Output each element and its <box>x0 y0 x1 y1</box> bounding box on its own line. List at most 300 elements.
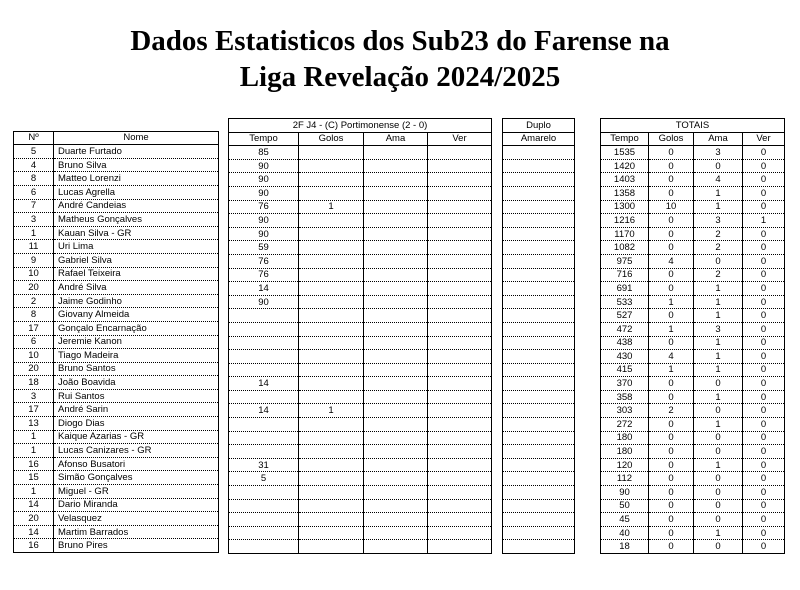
player-number: 1 <box>14 444 54 458</box>
total-golos: 0 <box>649 458 694 472</box>
total-ama: 0 <box>694 499 743 513</box>
table-row <box>601 241 785 255</box>
match-ama <box>364 282 428 296</box>
table-row <box>229 445 492 459</box>
table-row <box>601 309 785 323</box>
table-row <box>14 525 219 539</box>
table-row <box>601 322 785 336</box>
total-golos: 0 <box>649 186 694 200</box>
player-number: 1 <box>14 226 54 240</box>
player-name: Diogo Dias <box>54 417 219 431</box>
duplo-amarelo-cell <box>503 295 575 309</box>
player-number: 3 <box>14 389 54 403</box>
table-row <box>503 472 575 486</box>
total-golos: 0 <box>649 390 694 404</box>
table-row <box>601 186 785 200</box>
table-row <box>229 377 492 391</box>
match-golos <box>299 186 364 200</box>
total-ama: 0 <box>694 404 743 418</box>
total-golos: 1 <box>649 322 694 336</box>
match-ver <box>428 146 492 160</box>
total-ver: 0 <box>743 363 785 377</box>
player-name: André Sarin <box>54 403 219 417</box>
match-ama <box>364 227 428 241</box>
total-ver: 0 <box>743 268 785 282</box>
table-row <box>503 186 575 200</box>
player-name: Bruno Silva <box>54 158 219 172</box>
match-ver <box>428 526 492 540</box>
total-golos: 0 <box>649 431 694 445</box>
player-number: 18 <box>14 376 54 390</box>
table-row <box>14 213 219 227</box>
match-tempo <box>229 445 299 459</box>
player-number: 1 <box>14 430 54 444</box>
total-ama: 3 <box>694 214 743 228</box>
match-ama <box>364 445 428 459</box>
player-name: Simão Gonçalves <box>54 471 219 485</box>
match-tempo <box>229 322 299 336</box>
duplo-amarelo-cell <box>503 540 575 554</box>
table-row <box>14 417 219 431</box>
match-golos <box>299 282 364 296</box>
total-tempo: 45 <box>601 513 649 527</box>
duplo-amarelo-cell <box>503 200 575 214</box>
duplo-amarelo-cell <box>503 431 575 445</box>
col-header-match-golos: Golos <box>299 132 364 146</box>
total-ama: 1 <box>694 186 743 200</box>
total-golos: 0 <box>649 159 694 173</box>
match-golos <box>299 526 364 540</box>
total-ver: 0 <box>743 526 785 540</box>
table-row <box>14 226 219 240</box>
total-tempo: 40 <box>601 526 649 540</box>
match-tempo: 31 <box>229 458 299 472</box>
player-name: Martim Barrados <box>54 525 219 539</box>
match-ama <box>364 322 428 336</box>
table-row <box>503 146 575 160</box>
match-golos <box>299 540 364 554</box>
table-row <box>14 389 219 403</box>
match-golos <box>299 377 364 391</box>
players-name-table <box>13 118 219 553</box>
match-golos <box>299 227 364 241</box>
match-tempo <box>229 336 299 350</box>
table-row <box>14 158 219 172</box>
total-tempo: 975 <box>601 254 649 268</box>
player-number: 3 <box>14 213 54 227</box>
match-ama <box>364 513 428 527</box>
total-tempo: 358 <box>601 390 649 404</box>
total-ver: 0 <box>743 200 785 214</box>
player-name: Velasquez <box>54 512 219 526</box>
total-tempo: 370 <box>601 377 649 391</box>
total-golos: 0 <box>649 377 694 391</box>
player-name: Kaique Azarias - GR <box>54 430 219 444</box>
duplo-amarelo-cell <box>503 404 575 418</box>
match-ver <box>428 418 492 432</box>
player-number: 15 <box>14 471 54 485</box>
table-row <box>229 159 492 173</box>
match-ver <box>428 268 492 282</box>
duplo-amarelo-cell <box>503 254 575 268</box>
table-row <box>503 241 575 255</box>
table-row <box>503 214 575 228</box>
player-number: 20 <box>14 512 54 526</box>
match-ver <box>428 309 492 323</box>
match-tempo: 76 <box>229 200 299 214</box>
player-name: Giovany Almeida <box>54 308 219 322</box>
match-ama <box>364 186 428 200</box>
table-row <box>14 539 219 553</box>
duplo-amarelo-cell <box>503 186 575 200</box>
table-row <box>229 309 492 323</box>
player-number: 17 <box>14 321 54 335</box>
match-golos <box>299 336 364 350</box>
table-row <box>229 350 492 364</box>
total-ama: 2 <box>694 227 743 241</box>
table-row <box>503 200 575 214</box>
player-name: João Boavida <box>54 376 219 390</box>
match-tempo: 76 <box>229 254 299 268</box>
col-header-match-ama: Ama <box>364 132 428 146</box>
table-row <box>503 431 575 445</box>
table-row <box>14 362 219 376</box>
player-number: 1 <box>14 485 54 499</box>
table-row <box>229 540 492 554</box>
match-stats-table <box>228 118 492 554</box>
total-golos: 0 <box>649 486 694 500</box>
match-tempo <box>229 350 299 364</box>
match-golos <box>299 173 364 187</box>
table-row <box>503 513 575 527</box>
duplo-amarelo-cell <box>503 227 575 241</box>
total-ver: 0 <box>743 472 785 486</box>
total-ama: 1 <box>694 418 743 432</box>
total-ver: 0 <box>743 282 785 296</box>
page-title-line-1: Dados Estatisticos dos Sub23 do Farense na <box>130 25 670 57</box>
table-row <box>601 268 785 282</box>
total-ver: 0 <box>743 159 785 173</box>
total-ama: 0 <box>694 472 743 486</box>
match-ver <box>428 173 492 187</box>
table-row <box>503 445 575 459</box>
total-golos: 0 <box>649 241 694 255</box>
total-golos: 0 <box>649 499 694 513</box>
table-row <box>14 349 219 363</box>
table-row <box>503 404 575 418</box>
col-header-match-tempo: Tempo <box>229 132 299 146</box>
table-row <box>229 472 492 486</box>
match-body <box>229 146 492 554</box>
col-header-num: Nº <box>14 131 54 145</box>
table-row <box>229 200 492 214</box>
player-number: 20 <box>14 362 54 376</box>
table-row <box>229 363 492 377</box>
total-tempo: 112 <box>601 472 649 486</box>
player-number: 13 <box>14 417 54 431</box>
total-ver: 0 <box>743 540 785 554</box>
player-number: 16 <box>14 457 54 471</box>
table-row <box>229 282 492 296</box>
table-row <box>601 214 785 228</box>
table-row <box>601 499 785 513</box>
table-row <box>14 281 219 295</box>
table-row <box>601 200 785 214</box>
match-tempo: 90 <box>229 186 299 200</box>
match-golos <box>299 418 364 432</box>
player-number: 7 <box>14 199 54 213</box>
table-row <box>14 185 219 199</box>
duplo-amarelo-cell <box>503 486 575 500</box>
match-ver <box>428 241 492 255</box>
match-tempo <box>229 363 299 377</box>
table-row <box>229 295 492 309</box>
table-row <box>14 145 219 159</box>
duplo-amarelo-cell <box>503 309 575 323</box>
match-ver <box>428 227 492 241</box>
total-ama: 1 <box>694 295 743 309</box>
table-row <box>503 336 575 350</box>
table-row <box>229 322 492 336</box>
table-row <box>503 295 575 309</box>
table-row <box>601 350 785 364</box>
total-tempo: 1403 <box>601 173 649 187</box>
player-number: 5 <box>14 145 54 159</box>
totals-body <box>601 146 785 554</box>
total-ama: 1 <box>694 282 743 296</box>
table-row <box>601 540 785 554</box>
total-ama: 1 <box>694 363 743 377</box>
total-golos: 0 <box>649 227 694 241</box>
duplo-amarelo-cell <box>503 526 575 540</box>
table-row <box>229 526 492 540</box>
duplo-amarelo-table <box>502 118 575 554</box>
table-row <box>229 458 492 472</box>
total-golos: 10 <box>649 200 694 214</box>
match-ama <box>364 173 428 187</box>
total-golos: 1 <box>649 363 694 377</box>
table-row <box>14 430 219 444</box>
match-ama <box>364 254 428 268</box>
match-ama <box>364 499 428 513</box>
table-row <box>601 227 785 241</box>
total-tempo: 18 <box>601 540 649 554</box>
duplo-amarelo-cell <box>503 159 575 173</box>
match-golos <box>299 241 364 255</box>
table-row <box>601 418 785 432</box>
match-ver <box>428 445 492 459</box>
table-row <box>601 377 785 391</box>
player-name: Kauan Silva - GR <box>54 226 219 240</box>
table-row <box>601 295 785 309</box>
total-ama: 1 <box>694 200 743 214</box>
col-header-nome: Nome <box>54 131 219 145</box>
table-row <box>601 431 785 445</box>
total-golos: 0 <box>649 472 694 486</box>
player-name: Jeremie Kanon <box>54 335 219 349</box>
names-body <box>14 145 219 553</box>
total-tempo: 1420 <box>601 159 649 173</box>
table-row <box>229 254 492 268</box>
match-ama <box>364 159 428 173</box>
match-golos <box>299 159 364 173</box>
total-golos: 0 <box>649 336 694 350</box>
total-tempo: 50 <box>601 499 649 513</box>
table-row <box>14 376 219 390</box>
total-ama: 1 <box>694 390 743 404</box>
duplo-amarelo-cell <box>503 499 575 513</box>
total-golos: 0 <box>649 540 694 554</box>
match-ama <box>364 295 428 309</box>
total-ama: 1 <box>694 309 743 323</box>
total-ver: 0 <box>743 499 785 513</box>
table-row <box>229 390 492 404</box>
col-header-total-ama: Ama <box>694 132 743 146</box>
match-ama <box>364 214 428 228</box>
table-row <box>14 199 219 213</box>
total-tempo: 691 <box>601 282 649 296</box>
player-name: Matteo Lorenzi <box>54 172 219 186</box>
table-row <box>503 499 575 513</box>
match-golos <box>299 254 364 268</box>
total-ama: 0 <box>694 377 743 391</box>
total-tempo: 180 <box>601 431 649 445</box>
table-row <box>503 173 575 187</box>
player-number: 11 <box>14 240 54 254</box>
match-ver <box>428 472 492 486</box>
total-ver: 0 <box>743 241 785 255</box>
match-tempo: 5 <box>229 472 299 486</box>
total-tempo: 438 <box>601 336 649 350</box>
match-ama <box>364 458 428 472</box>
match-ama <box>364 268 428 282</box>
match-ver <box>428 336 492 350</box>
duplo-amarelo-cell <box>503 268 575 282</box>
player-name: Lucas Canizares - GR <box>54 444 219 458</box>
total-ama: 1 <box>694 336 743 350</box>
match-ver <box>428 458 492 472</box>
player-name: Matheus Gonçalves <box>54 213 219 227</box>
table-row <box>601 254 785 268</box>
duplo-amarelo-cell <box>503 173 575 187</box>
total-golos: 0 <box>649 445 694 459</box>
duplo-amarelo-cell <box>503 241 575 255</box>
table-row <box>503 322 575 336</box>
table-row <box>601 486 785 500</box>
match-ama <box>364 472 428 486</box>
player-number: 16 <box>14 539 54 553</box>
match-ver <box>428 390 492 404</box>
table-row <box>14 294 219 308</box>
table-row <box>503 254 575 268</box>
duplo-amarelo-cell <box>503 377 575 391</box>
player-name: Lucas Agrella <box>54 185 219 199</box>
total-ver: 0 <box>743 486 785 500</box>
table-row <box>229 268 492 282</box>
match-golos <box>299 309 364 323</box>
match-golos <box>299 363 364 377</box>
duplo-amarelo-cell <box>503 458 575 472</box>
table-row <box>14 308 219 322</box>
total-golos: 1 <box>649 295 694 309</box>
total-ama: 0 <box>694 159 743 173</box>
total-tempo: 272 <box>601 418 649 432</box>
table-row <box>229 214 492 228</box>
match-tempo: 90 <box>229 295 299 309</box>
total-ver: 0 <box>743 186 785 200</box>
match-ver <box>428 513 492 527</box>
match-ama <box>364 241 428 255</box>
match-ver <box>428 404 492 418</box>
table-row <box>14 498 219 512</box>
table-row <box>14 444 219 458</box>
table-row <box>14 172 219 186</box>
total-tempo: 90 <box>601 486 649 500</box>
player-number: 8 <box>14 308 54 322</box>
duplo-amarelo-cell <box>503 282 575 296</box>
match-tempo <box>229 513 299 527</box>
table-row <box>14 512 219 526</box>
match-ama <box>364 146 428 160</box>
match-ama <box>364 377 428 391</box>
col-header-total-golos: Golos <box>649 132 694 146</box>
match-ama <box>364 390 428 404</box>
match-ama <box>364 309 428 323</box>
totals-table <box>600 118 785 554</box>
player-name: Miguel - GR <box>54 485 219 499</box>
table-row <box>229 404 492 418</box>
player-name: Rafael Teixeira <box>54 267 219 281</box>
total-ver: 0 <box>743 377 785 391</box>
table-row <box>601 159 785 173</box>
table-row <box>14 267 219 281</box>
duplo-amarelo-cell <box>503 472 575 486</box>
table-row <box>503 363 575 377</box>
total-ama: 0 <box>694 540 743 554</box>
match-tempo: 90 <box>229 159 299 173</box>
total-ver: 0 <box>743 513 785 527</box>
player-name: Rui Santos <box>54 389 219 403</box>
total-tempo: 1216 <box>601 214 649 228</box>
match-tempo: 90 <box>229 214 299 228</box>
match-tempo <box>229 499 299 513</box>
total-golos: 4 <box>649 350 694 364</box>
match-tempo: 85 <box>229 146 299 160</box>
col-header-total-tempo: Tempo <box>601 132 649 146</box>
duplo-amarelo-cell <box>503 336 575 350</box>
duplo-amarelo-cell <box>503 390 575 404</box>
match-golos <box>299 431 364 445</box>
table-row <box>229 227 492 241</box>
table-row <box>229 499 492 513</box>
match-tempo <box>229 431 299 445</box>
table-row <box>601 146 785 160</box>
match-ama <box>364 404 428 418</box>
total-tempo: 180 <box>601 445 649 459</box>
total-tempo: 430 <box>601 350 649 364</box>
total-ver: 0 <box>743 336 785 350</box>
match-ver <box>428 214 492 228</box>
total-ama: 1 <box>694 458 743 472</box>
table-row <box>503 377 575 391</box>
match-ama <box>364 418 428 432</box>
match-ver <box>428 200 492 214</box>
spacer-cell <box>14 118 219 131</box>
total-tempo: 1170 <box>601 227 649 241</box>
table-row <box>229 186 492 200</box>
col-header-total-ver: Ver <box>743 132 785 146</box>
totals-header: TOTAIS <box>601 119 785 133</box>
